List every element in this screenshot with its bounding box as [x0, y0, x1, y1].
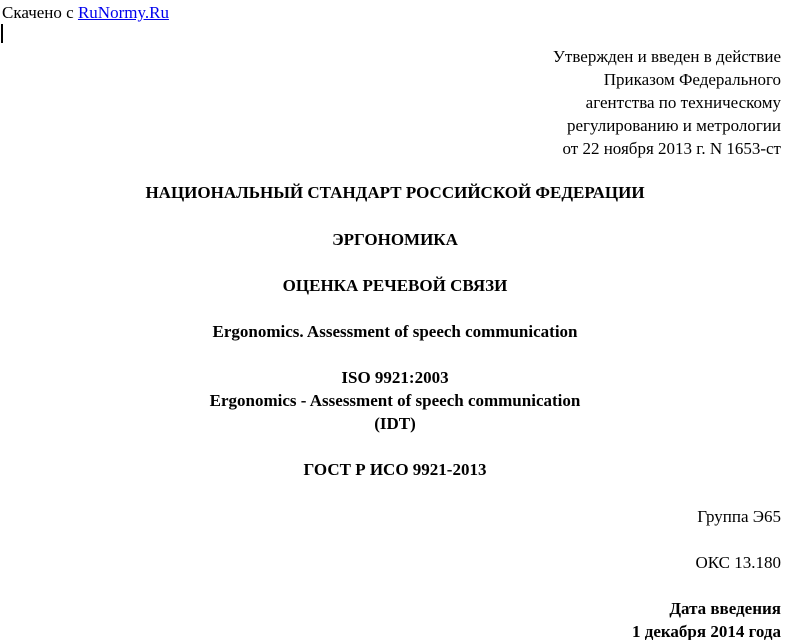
gost-number: ГОСТ Р ИСО 9921-2013 — [303, 460, 487, 479]
national-standard-heading — [0, 181, 790, 204]
introduction-date: 1 декабря 2014 года — [632, 622, 781, 640]
runormy-link[interactable]: RuNormy.Ru — [77, 3, 169, 22]
iso-reference-block — [0, 366, 790, 435]
english-title: Ergonomics. Assessment of speech communication — [212, 322, 578, 341]
gost-number-block — [0, 458, 790, 481]
text-cursor — [1, 24, 3, 43]
main-title: ЭРГОНОМИКА — [332, 230, 458, 249]
introduction-date-block — [632, 597, 781, 640]
classification-group: Группа Э65 — [697, 507, 781, 526]
main-title-block — [0, 228, 790, 251]
sub-title-block — [0, 274, 790, 297]
group-block — [697, 505, 781, 528]
introduction-label: Дата введения — [669, 599, 781, 618]
source-prefix: Скачено с — [2, 3, 78, 22]
oks-block — [695, 551, 781, 574]
approval-line: Утвержден и введен в действие — [552, 47, 781, 66]
approval-line: агентства по техническому — [585, 93, 781, 112]
iso-equivalence: (IDT) — [374, 414, 416, 433]
approval-block — [553, 45, 781, 160]
source-line — [2, 1, 169, 24]
national-standard-title: НАЦИОНАЛЬНЫЙ СТАНДАРТ РОССИЙСКОЙ ФЕДЕРАЦИИ — [145, 183, 645, 202]
english-title-block — [0, 320, 790, 343]
classification-oks: ОКС 13.180 — [695, 553, 781, 572]
approval-line: от 22 ноября 2013 г. N 1653-ст — [562, 139, 781, 158]
iso-title: Ergonomics - Assessment of speech communication — [209, 391, 581, 410]
approval-line: регулированию и метрологии — [566, 116, 781, 135]
iso-number: ISO 9921:2003 — [341, 368, 449, 387]
approval-line: Приказом Федерального — [603, 70, 781, 89]
sub-title: ОЦЕНКА РЕЧЕВОЙ СВЯЗИ — [282, 276, 508, 295]
